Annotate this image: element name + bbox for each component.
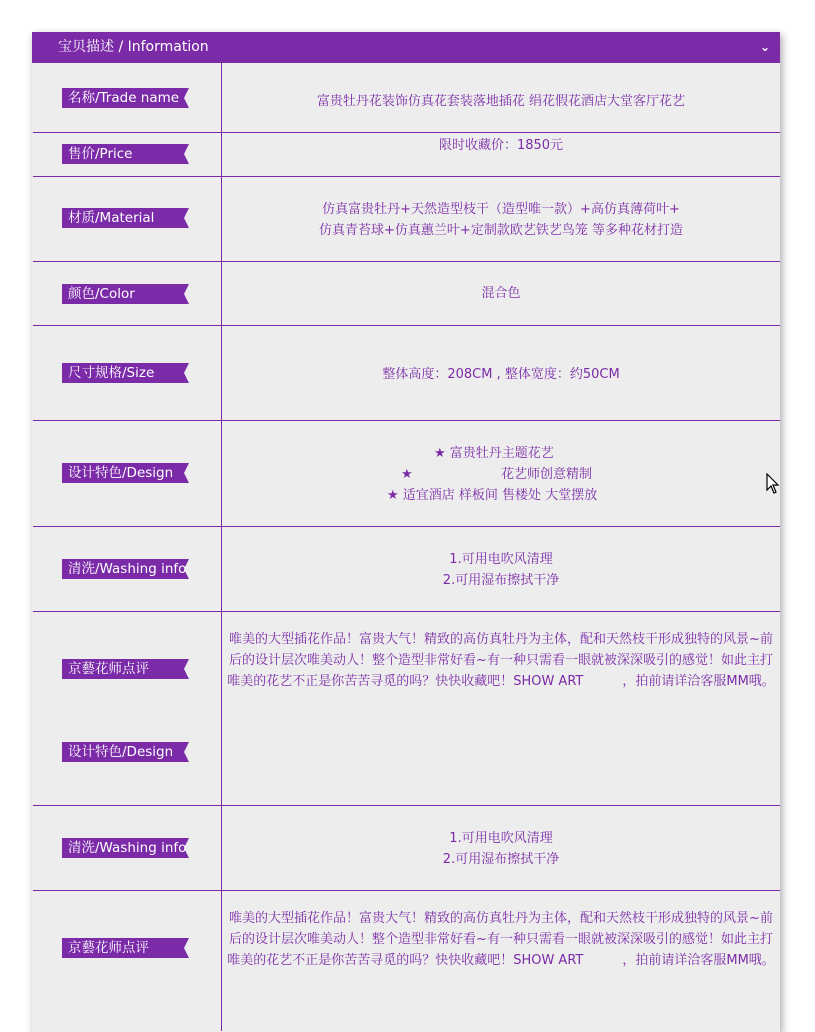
star-icon: ★ xyxy=(434,446,446,461)
row-label-color: 颜色/Color xyxy=(62,284,189,304)
label-cell xyxy=(33,527,222,611)
row-label-size: 尺寸规格/Size xyxy=(62,363,189,383)
label-cell xyxy=(33,133,222,176)
table-row xyxy=(33,63,780,133)
design-text-2: 花艺师创意精制 xyxy=(500,467,592,482)
review-paragraph: 唯美的大型插花作品！富贵大气！精致的高仿真牡丹为主体，配和天然枝干形成独特的风景~前后的设计层次唯美动人！整个造型非常好看~有一种只需看一眼就被深深吸引的感觉！如此主打唯美的花艺不正是你苦苦寻觅的吗？快快收藏吧！SHOW ART ，拍前请详洽客服MM哦。 xyxy=(227,911,775,968)
mouse-cursor-icon xyxy=(766,473,780,495)
review-paragraph: 唯美的大型插花作品！富贵大气！精致的高仿真牡丹为主体，配和天然枝干形成独特的风景~前后的设计层次唯美动人！整个造型非常好看~有一种只需看一眼就被深深吸引的感觉！如此主打唯美的花艺不正是你苦苦寻觅的吗？快快收藏吧！SHOW ART ，拍前请详洽客服MM哦。 xyxy=(227,632,775,689)
value-cell xyxy=(222,421,780,526)
value-cell xyxy=(222,806,780,890)
label-cell xyxy=(33,177,222,261)
value-cell xyxy=(222,891,780,1031)
material-line-1: 仿真富贵牡丹+天然造型枝干（造型唯一款）+高仿真薄荷叶+ xyxy=(322,202,680,217)
chevron-down-icon[interactable]: ⌄ xyxy=(759,40,770,54)
table-row xyxy=(33,177,780,262)
table-row xyxy=(33,326,780,421)
table-row xyxy=(33,527,780,612)
table-row xyxy=(33,612,780,806)
design-line-2 xyxy=(401,464,780,485)
value-cell xyxy=(222,177,780,261)
design-text-3: 适宜酒店 样板间 售楼处 大堂摆放 xyxy=(402,488,598,503)
table-row xyxy=(33,262,780,326)
row-label-review: 京藝花师点评 xyxy=(62,659,189,679)
value-cell xyxy=(222,326,780,420)
design-line-3 xyxy=(387,485,780,506)
row-label-washing-2: 清洗/Washing info xyxy=(62,838,189,858)
size-value: 整体高度：208CM , 整体宽度：约50CM xyxy=(382,367,620,382)
design-text-1: 富贵牡丹主题花艺 xyxy=(449,446,554,461)
product-info-panel xyxy=(32,32,780,1032)
value-cell xyxy=(222,262,780,325)
table-row xyxy=(33,133,780,177)
row-label-washing: 清洗/Washing info xyxy=(62,559,189,579)
washing-line-2: 2.可用湿布擦拭干净 xyxy=(442,573,560,588)
label-cell xyxy=(33,806,222,890)
table-row xyxy=(33,421,780,527)
star-icon: ★ xyxy=(387,488,399,503)
label-cell xyxy=(33,612,222,805)
table-row xyxy=(33,891,780,1031)
header-title: 宝贝描述 / Information xyxy=(58,39,209,55)
row-label-price: 售价/Price xyxy=(62,144,189,164)
trade-name-value: 富贵牡丹花装饰仿真花套装落地插花 绢花假花酒店大堂客厅花艺 xyxy=(316,94,686,109)
row-label-trade-name: 名称/Trade name xyxy=(62,88,189,108)
material-line-2: 仿真青苔球+仿真蕙兰叶+定制款欧艺铁艺鸟笼 等多种花材打造 xyxy=(319,223,683,238)
label-cell xyxy=(33,326,222,420)
label-cell xyxy=(33,63,222,132)
info-header[interactable] xyxy=(32,32,780,63)
label-cell xyxy=(33,891,222,1031)
label-cell xyxy=(33,421,222,526)
value-cell xyxy=(222,612,780,805)
washing-line-1: 1.可用电吹风清理 xyxy=(449,831,553,846)
design-line-1 xyxy=(434,443,780,464)
value-cell xyxy=(222,133,780,176)
washing-line-1: 1.可用电吹风清理 xyxy=(449,552,553,567)
washing-line-2: 2.可用湿布擦拭干净 xyxy=(442,852,560,867)
row-label-material: 材质/Material xyxy=(62,208,189,228)
row-label-review-2: 京藝花师点评 xyxy=(62,938,189,958)
value-cell xyxy=(222,527,780,611)
label-cell xyxy=(33,262,222,325)
price-value: 限时收藏价：1850元 xyxy=(438,138,564,153)
star-icon: ★ xyxy=(401,467,413,482)
color-value: 混合色 xyxy=(481,286,521,301)
row-label-design-2: 设计特色/Design xyxy=(62,742,189,762)
value-cell xyxy=(222,63,780,132)
table-row xyxy=(33,806,780,891)
row-label-design: 设计特色/Design xyxy=(62,463,189,483)
